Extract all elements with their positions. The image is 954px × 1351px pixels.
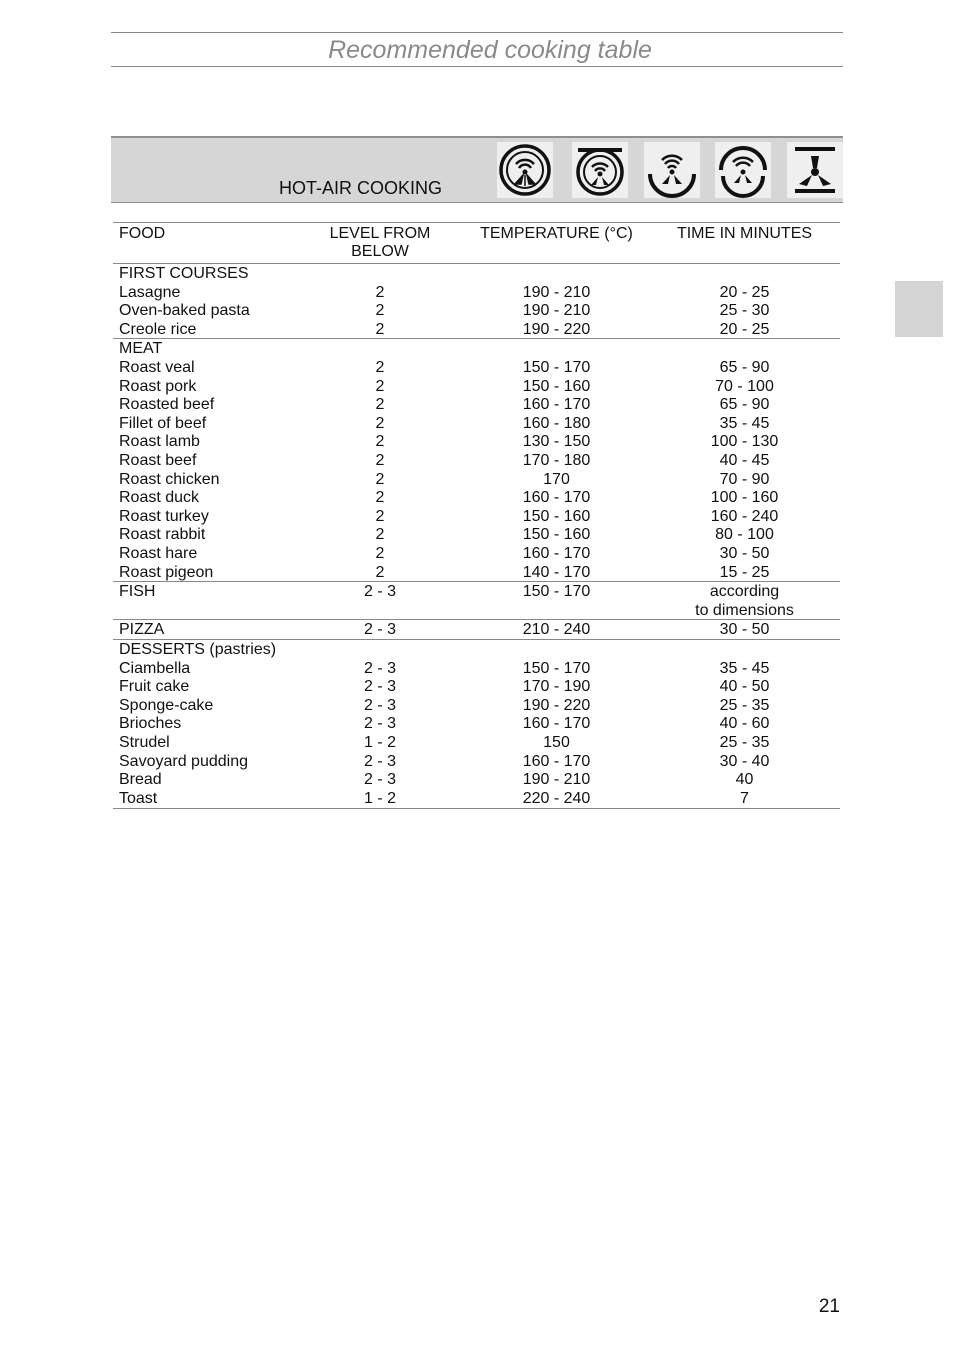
- fan-with-grill-icon: [715, 142, 771, 198]
- table-row: [0, 602, 954, 621]
- table-row: [0, 660, 954, 679]
- table-row: [0, 697, 954, 716]
- cell-temperature: 150 - 160: [522, 377, 591, 395]
- cell-level: 2 - 3: [363, 715, 396, 733]
- cell-level: 2 - 3: [363, 752, 396, 770]
- cell-time: 100 - 160: [710, 489, 779, 507]
- cell-level: 2: [375, 545, 385, 562]
- cell-level: 2: [375, 377, 385, 395]
- table-row: [0, 678, 954, 697]
- cell-temperature: 220 - 240: [522, 789, 591, 807]
- table-row: [0, 471, 954, 490]
- cell-time: to dimensions: [695, 601, 794, 619]
- cell-temperature: 150 - 170: [522, 659, 591, 677]
- cell-food: Sponge-cake: [119, 696, 214, 714]
- cell-time: 35 - 45: [719, 659, 770, 677]
- cell-temperature: 150 - 160: [522, 507, 591, 525]
- cell-level: 2: [375, 452, 385, 469]
- table-row: [0, 753, 954, 772]
- cell-time: 20 - 25: [719, 320, 770, 338]
- table-row: [0, 641, 954, 660]
- col-header-food: FOOD: [119, 225, 166, 242]
- cell-time: 80 - 100: [715, 526, 774, 544]
- page-title: Recommended cooking table: [328, 36, 652, 64]
- cell-level: 2: [375, 526, 385, 544]
- cell-time: 25 - 35: [719, 734, 770, 751]
- cell-level: 2: [375, 470, 385, 488]
- cell-level: 2: [375, 489, 385, 507]
- cell-time: 70 - 90: [719, 470, 770, 488]
- cell-temperature: 190 - 210: [522, 283, 591, 301]
- cell-level: 2 - 3: [363, 678, 396, 696]
- fan-with-lower-element-icon: [644, 142, 700, 198]
- table-row: [0, 526, 954, 545]
- cell-time: 160 - 240: [710, 507, 779, 525]
- cell-time: according: [709, 583, 780, 601]
- cell-time: 30 - 50: [719, 621, 770, 639]
- cell-food: Brioches: [119, 715, 182, 733]
- table-row: [0, 489, 954, 508]
- cell-time: 65 - 90: [719, 396, 770, 414]
- cell-time: 40 - 60: [719, 715, 770, 733]
- table-row: [0, 715, 954, 734]
- table-row: [0, 378, 954, 397]
- title-bottom-rule: [111, 66, 843, 67]
- cell-food: Roast pigeon: [119, 563, 214, 581]
- cell-temperature: 150 - 170: [522, 583, 591, 601]
- table-row: [0, 621, 954, 640]
- cell-level: 2 - 3: [363, 696, 396, 714]
- cell-level: 2: [375, 414, 385, 432]
- cell-temperature: 190 - 210: [522, 771, 591, 789]
- cell-level: 2: [375, 507, 385, 525]
- table-row: [0, 734, 954, 753]
- table-row: [0, 359, 954, 378]
- table-row: [0, 545, 954, 564]
- cell-time: 15 - 25: [719, 563, 770, 581]
- cell-level: 2 - 3: [363, 583, 396, 601]
- cell-food: Creole rice: [119, 320, 197, 338]
- cell-food: Roasted beef: [119, 396, 215, 414]
- cell-temperature: 140 - 170: [522, 563, 591, 581]
- cell-food: Roast lamb: [119, 433, 200, 451]
- table-row: [0, 564, 954, 583]
- cell-temperature: 190 - 210: [522, 302, 591, 320]
- table-row: [0, 583, 954, 602]
- cell-food: FISH: [119, 583, 156, 601]
- table-row: [0, 415, 954, 434]
- cell-food: Roast rabbit: [119, 526, 206, 544]
- cell-food: PIZZA: [119, 621, 165, 639]
- row-separator: [113, 263, 840, 264]
- cell-food: FIRST COURSES: [119, 265, 249, 282]
- cell-time: 70 - 100: [715, 377, 774, 395]
- col-header-temperature: TEMPERATURE (°C): [480, 225, 633, 242]
- cell-food: Roast hare: [119, 545, 198, 562]
- table-row: [0, 340, 954, 359]
- table-row: [0, 433, 954, 452]
- cell-level: 2: [375, 320, 385, 338]
- table-row: [0, 321, 954, 340]
- table-row: [0, 284, 954, 303]
- cell-temperature: 160 - 170: [522, 752, 591, 770]
- cell-food: Toast: [119, 789, 158, 807]
- table-top-rule: [113, 222, 840, 223]
- table-row: [0, 452, 954, 471]
- cell-food: Bread: [119, 771, 162, 789]
- table-row: [0, 508, 954, 527]
- cell-temperature: 190 - 220: [522, 320, 591, 338]
- col-header-time: TIME IN MINUTES: [676, 225, 813, 242]
- cell-temperature: 190 - 220: [522, 696, 591, 714]
- table-bottom-rule: [113, 808, 840, 809]
- section-side-tab: [895, 281, 943, 337]
- cell-temperature: 150 - 170: [522, 359, 591, 376]
- cell-time: 30 - 50: [719, 545, 770, 562]
- cell-food: Roast pork: [119, 377, 197, 395]
- cell-food: Oven-baked pasta: [119, 302, 250, 320]
- cell-food: DESSERTS (pastries): [119, 641, 277, 658]
- cell-level: 2: [375, 563, 385, 581]
- cell-food: Fruit cake: [119, 678, 190, 696]
- cell-temperature: 150: [543, 734, 570, 751]
- cell-time: 25 - 35: [719, 696, 770, 714]
- cell-time: 40 - 50: [719, 678, 770, 696]
- cell-temperature: 210 - 240: [522, 621, 591, 639]
- cell-temperature: 170 - 180: [522, 452, 591, 469]
- fan-with-circular-element-and-grill-icon: [572, 142, 628, 198]
- cell-temperature: 160 - 170: [522, 396, 591, 414]
- cell-level: 2 - 3: [363, 659, 396, 677]
- cell-level: 2 - 3: [363, 621, 396, 639]
- cell-level: 1 - 2: [363, 734, 396, 751]
- cell-level: 2 - 3: [363, 771, 396, 789]
- cell-food: Roast chicken: [119, 470, 220, 488]
- page-number: 21: [818, 1296, 840, 1317]
- table-row: [0, 396, 954, 415]
- cell-time: 20 - 25: [719, 283, 770, 301]
- cell-temperature: 160 - 170: [522, 715, 591, 733]
- cell-level: 1 - 2: [363, 789, 396, 807]
- cell-time: 30 - 40: [719, 752, 770, 770]
- table-row: [0, 771, 954, 790]
- cell-food: Lasagne: [119, 283, 181, 301]
- cell-level: 2: [375, 302, 385, 320]
- cell-temperature: 150 - 160: [522, 526, 591, 544]
- cell-food: Roast beef: [119, 452, 197, 469]
- col-header-level: LEVEL FROM BELOW: [329, 225, 431, 260]
- cell-level: 2: [375, 283, 385, 301]
- cell-food: Roast duck: [119, 489, 200, 507]
- cell-temperature: 130 - 150: [522, 433, 591, 451]
- table-row: [0, 265, 954, 284]
- fan-defrost-icon: [787, 142, 843, 198]
- table-row: [0, 302, 954, 321]
- cell-food: Strudel: [119, 734, 170, 751]
- cell-food: Roast turkey: [119, 507, 209, 525]
- table-row: [0, 790, 954, 809]
- cell-time: 40: [735, 771, 754, 789]
- cell-temperature: 160 - 180: [522, 414, 591, 432]
- cell-time: 65 - 90: [719, 359, 770, 376]
- cell-temperature: 170: [543, 470, 570, 488]
- cell-food: Savoyard pudding: [119, 752, 248, 770]
- cell-time: 40 - 45: [719, 452, 770, 469]
- cell-level: 2: [375, 433, 385, 451]
- banner-label: HOT-AIR COOKING: [279, 178, 443, 198]
- cell-temperature: 160 - 170: [522, 545, 591, 562]
- cell-level: 2: [375, 359, 385, 376]
- cell-temperature: 170 - 190: [522, 678, 591, 696]
- cell-food: Ciambella: [119, 659, 191, 677]
- cell-time: 25 - 30: [719, 302, 770, 320]
- cell-temperature: 160 - 170: [522, 489, 591, 507]
- cell-time: 35 - 45: [719, 414, 770, 432]
- cell-time: 100 - 130: [710, 433, 779, 451]
- cell-food: MEAT: [119, 340, 163, 358]
- cell-time: 7: [740, 789, 749, 807]
- cell-level: 2: [375, 396, 385, 414]
- cell-food: Roast veal: [119, 359, 195, 376]
- fan-with-circular-element-icon: [497, 142, 553, 198]
- hot-air-cooking-banner: [111, 136, 843, 203]
- cell-food: Fillet of beef: [119, 414, 207, 432]
